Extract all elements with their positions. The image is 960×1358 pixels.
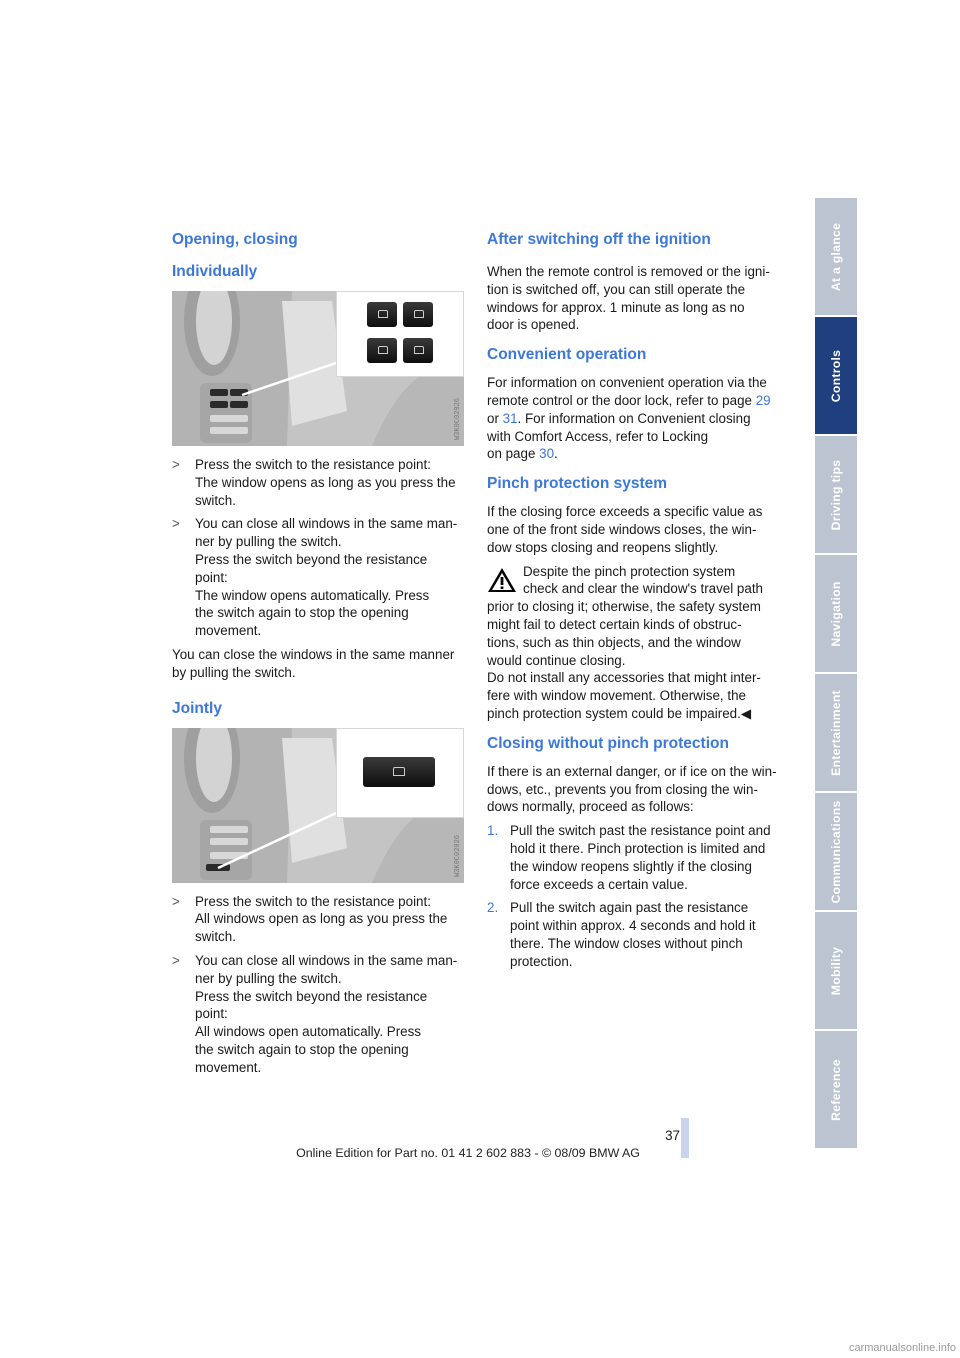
text-line: Press the switch beyond the resistance [195,988,428,1004]
text-line: The window opens automatically. Press [195,587,430,603]
door-switch-photo-individually [172,291,464,446]
text-line: windows for approx. 1 minute as long as no [487,299,745,315]
convenient-paragraph [487,374,779,463]
tab-label: Communications [829,799,843,904]
step-number: 1. [487,823,499,839]
tab-communications[interactable] [815,793,857,912]
page-number-bar [681,1118,689,1158]
pinch-paragraph [487,503,779,556]
text-line [487,392,779,410]
right-column [487,225,779,977]
page-link-31[interactable]: 31 [502,410,518,426]
text-line: check and clear the window's travel path [523,581,763,597]
bullet-jointly-2 [172,952,464,1077]
heading-jointly: Jointly [172,699,222,717]
text-line: movement. [195,623,262,639]
bullet-marker: > [172,457,180,472]
text-line: point within approx. 4 seconds and hold it [510,918,756,934]
window-switch-rear-left-icon [367,338,397,363]
step-2 [487,899,779,970]
tab-label: Entertainment [829,689,843,776]
tab-label: Controls [829,349,843,402]
window-switch-front-right-icon [403,302,433,327]
text-line: All windows open automatically. Press [195,1024,422,1040]
image-code: W3K0C02026 [454,834,462,877]
bullet-marker: > [172,893,180,909]
text-line: dows, etc., prevents you from closing the win- [487,781,758,797]
text-line: by pulling the switch. [172,664,296,680]
text-line: Do not install any accessories that might inter- [487,670,761,686]
tab-reference[interactable] [815,1031,857,1150]
text-line: one of the front side windows closes, the win- [487,521,757,537]
text-line: ner by pulling the switch. [195,970,342,986]
text-line: force exceeds a certain value. [510,876,688,892]
window-switch-front-left-icon [367,302,397,327]
text-line: Press the switch to the resistance point: [195,457,431,472]
note-same-manner [172,646,464,682]
text-line: ner by pulling the switch. [195,534,342,550]
text-line: Despite the pinch protection system [523,563,736,579]
switch-detail-inset [336,728,464,818]
bullet-marker: > [172,952,180,968]
text-line: All windows open as long as you press the [195,911,448,927]
text-line: there. The window closes without pinch [510,935,743,951]
text-line: point: [195,569,228,585]
tab-label: Navigation [829,580,843,647]
text-fragment: remote control or the door lock, refer to page [487,392,756,408]
text-line: Pull the switch past the resistance point and [510,823,771,839]
text-line: dow stops closing and reopens slightly. [487,539,719,555]
door-switch-photo-jointly [172,728,464,883]
text-line: If there is an external danger, or if ice on the win- [487,763,777,779]
bullet-marker: > [172,516,180,532]
text-line [487,445,779,463]
heading-after-ignition: After switching off the ignition [487,231,711,248]
window-switch-rear-right-icon [403,338,433,363]
warning-intro [487,563,779,599]
text-line: door is opened. [487,317,580,333]
chapter-tabs [815,198,857,1160]
text-line: dows normally, proceed as follows: [487,799,694,815]
page-link-30[interactable]: 30 [539,446,555,462]
bullet-individually-2 [172,515,464,640]
page-link-29[interactable]: 29 [755,392,771,408]
text-line: Press the switch beyond the resistance [195,551,428,567]
left-column [172,225,464,1083]
text-line: with Comfort Access, refer to Locking [487,428,709,444]
text-fragment: on page [487,446,540,462]
tab-entertainment[interactable] [815,674,857,793]
image-code: W3K0C02026 [454,397,462,440]
bullet-jointly-1 [172,893,464,946]
warning-block [487,563,779,723]
tab-label: Mobility [829,946,843,995]
text-line: You can close all windows in the same man- [195,516,458,532]
footer-edition: Online Edition for Part no. 01 41 2 602 883 - © 08/09 BMW AG [296,1146,640,1160]
text-line: hold it there. Pinch protection is limited and [510,840,766,856]
bullet-individually-1 [172,456,464,509]
text-line: Pull the switch again past the resistance [510,900,749,916]
text-line: movement. [195,1059,262,1075]
text-line: If the closing force exceeds a specific value as [487,504,763,520]
text-line: For information on convenient operation via the [487,375,767,391]
text-line: When the remote control is removed or the igni- [487,264,770,279]
without-paragraph [487,763,779,816]
text-line: the switch again to stop the opening [195,1041,409,1057]
text-fragment: . For information on Convenient closing [517,410,751,426]
text-line: pinch protection system could be impaired.◀ [487,705,752,721]
text-line: You can close the windows in the same manner [172,646,455,662]
text-line: tion is switched off, you can still operate the [487,281,746,297]
section-title-opening-closing: Opening, closing [172,231,298,248]
switch-detail-inset [336,291,464,377]
text-line: You can close all windows in the same man- [195,952,458,968]
heading-closing-without-pinch: Closing without pinch protection [487,734,729,752]
text-line: The window opens as long as you press the [195,474,456,490]
text-fragment: or [487,410,503,426]
tab-label: At a glance [829,222,843,291]
text-line: point: [195,1006,228,1022]
text-line: would continue closing. [487,652,626,668]
text-line: Press the switch to the resistance point: [195,893,431,909]
tab-controls[interactable] [815,317,857,436]
tab-navigation[interactable] [815,555,857,674]
heading-convenient-operation: Convenient operation [487,346,647,364]
tab-label: Reference [829,1058,843,1121]
text-line [487,410,779,428]
warning-triangle-icon [487,567,517,593]
text-line: prior to closing it; otherwise, the safety system [487,599,761,615]
page-number: 37 [665,1128,680,1143]
text-line: fere with window movement. Otherwise, the [487,688,746,704]
tab-driving-tips[interactable] [815,436,857,555]
watermark: carmanualsonline.info [848,1342,956,1354]
tab-label: Driving tips [829,459,843,530]
ignition-paragraph [487,263,779,334]
tab-at-a-glance[interactable] [815,198,857,317]
text-line: might fail to detect certain kinds of obstruc- [487,616,742,632]
text-line: switch. [195,929,236,945]
window-switch-all-icon [363,757,435,787]
heading-pinch-protection: Pinch protection system [487,475,668,493]
text-fragment: . [554,446,558,462]
step-number: 2. [487,900,499,916]
heading-individually: Individually [172,263,258,280]
text-line: the window reopens slightly if the closing [510,858,752,874]
text-line: protection. [510,953,573,969]
text-line: the switch again to stop the opening [195,605,409,621]
step-1 [487,822,779,893]
text-line: tions, such as thin objects, and the window [487,634,741,650]
text-line: switch. [195,492,236,508]
tab-mobility[interactable] [815,912,857,1031]
